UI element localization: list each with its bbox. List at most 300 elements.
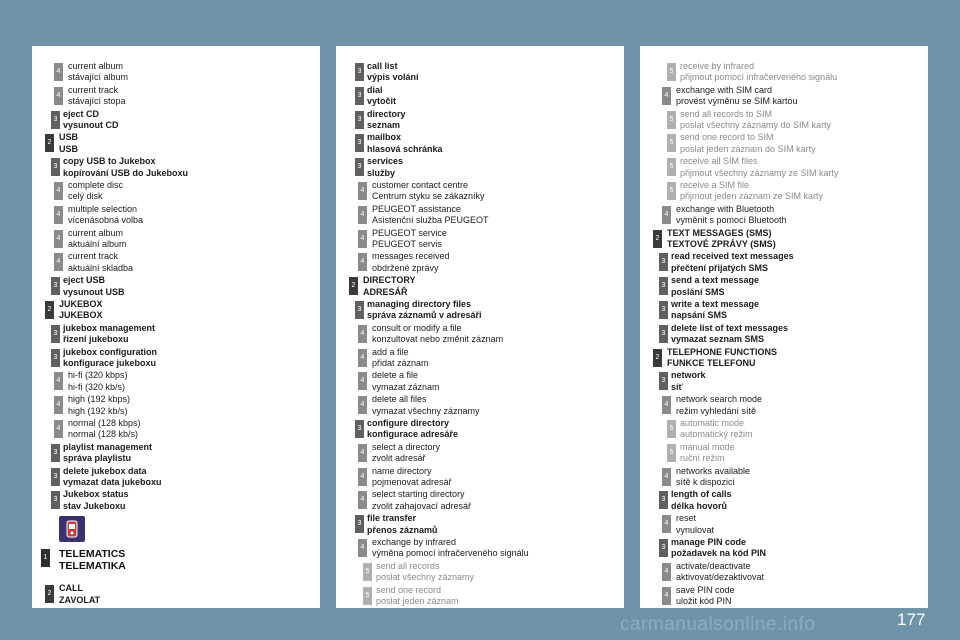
menu-entry	[336, 298, 624, 322]
level-badge: 4	[358, 468, 367, 486]
level-badge: 4	[662, 587, 671, 605]
entry-label-en: exchange by infrared	[372, 536, 457, 547]
entry-label-cz: konfigurace jukeboxu	[63, 357, 157, 368]
level-badge: 3	[659, 277, 668, 295]
menu-entry	[640, 584, 928, 608]
entry-label-cz: vysunout CD	[63, 120, 119, 130]
menu-entry	[32, 417, 320, 441]
entry-text	[63, 347, 157, 370]
entry-text	[671, 370, 706, 393]
entry-text	[68, 204, 143, 227]
level-badge: 4	[358, 539, 367, 557]
menu-entry	[640, 322, 928, 346]
level-badge: 5	[667, 111, 676, 129]
level-badge: 5	[667, 63, 676, 81]
level-badge: 4	[54, 63, 63, 81]
menu-entry	[336, 60, 624, 84]
level-badge: 2	[45, 301, 54, 319]
entry-label-cz: přidat záznam	[372, 357, 429, 368]
menu-entry	[32, 465, 320, 489]
entry-label-cz: high (192 kb/s)	[68, 405, 128, 416]
level-badge: 3	[659, 325, 668, 343]
entry-text	[372, 323, 503, 346]
menu-entry	[336, 560, 624, 584]
level-badge: 3	[51, 111, 60, 129]
level-badge: 3	[355, 63, 364, 81]
entry-label-cz: poslat všechny záznamy do SIM karty	[680, 120, 832, 130]
entry-label-cz: režim vyhledání sítě	[676, 405, 757, 416]
entry-text	[367, 156, 403, 179]
level-badge: 3	[659, 253, 668, 271]
entry-label-en: directory	[367, 108, 406, 119]
entry-label-en: delete list of text messages	[671, 322, 789, 333]
menu-entry	[336, 131, 624, 155]
entry-label-en: JUKEBOX	[59, 298, 103, 309]
level-badge: 4	[54, 182, 63, 200]
menu-entry	[336, 417, 624, 441]
entry-label-en: send all records	[376, 560, 440, 571]
menu-entry	[32, 322, 320, 346]
entry-text	[372, 204, 489, 227]
entry-label-cz: vymazat záznam	[372, 381, 440, 392]
entry-label-cz: vymazat všechny záznamy	[372, 405, 480, 416]
menu-entry	[640, 369, 928, 393]
entry-label-cz: celý disk	[68, 191, 103, 202]
entry-label-cz: poslat jeden záznam do SIM karty	[680, 143, 816, 154]
menu-entry	[336, 584, 624, 608]
menu-column-1	[32, 46, 320, 608]
level-badge: 4	[358, 349, 367, 367]
entry-text	[63, 323, 155, 346]
entry-text	[680, 180, 823, 203]
level-badge: 3	[659, 539, 668, 557]
level-badge: 4	[662, 468, 671, 486]
level-badge: 3	[659, 372, 668, 390]
level-badge: 4	[54, 206, 63, 224]
entry-label-en: dial	[367, 84, 383, 95]
level-badge: 4	[662, 396, 671, 414]
entry-label-cz: zvolit adresář	[372, 453, 426, 464]
level-badge: 3	[355, 87, 364, 105]
entry-text	[59, 583, 100, 606]
entry-label-cz: JUKEBOX	[59, 310, 103, 321]
entry-label-cz: služby	[367, 167, 396, 178]
level-badge: 3	[355, 158, 364, 176]
entry-text	[68, 370, 128, 393]
entry-text	[59, 132, 78, 155]
menu-entry	[336, 179, 624, 203]
level-badge: 3	[51, 491, 60, 509]
entry-text	[676, 585, 735, 608]
menu-entry	[336, 274, 624, 298]
entry-label-cz: přečtení přijatých SMS	[671, 262, 769, 273]
entry-label-en: normal (128 kbps)	[68, 417, 141, 428]
entry-text	[68, 418, 141, 441]
menu-entry	[32, 155, 320, 179]
entry-label-cz: sítě k dispozici	[676, 476, 735, 487]
entry-label-en: network	[671, 370, 706, 381]
level-badge: 2	[45, 134, 54, 152]
menu-entry	[32, 393, 320, 417]
entry-text	[59, 299, 103, 322]
entry-label-en: network search mode	[676, 394, 763, 405]
entry-text	[367, 85, 396, 108]
entry-label-en: networks available	[676, 465, 751, 476]
entry-text	[372, 347, 429, 370]
level-badge: 4	[358, 253, 367, 271]
entry-text	[68, 180, 123, 203]
watermark: carmanualsonline.info	[620, 614, 816, 635]
entry-label-en: delete all files	[372, 394, 427, 405]
entry-label-en: multiple selection	[68, 203, 138, 214]
entry-label-en: read received text messages	[671, 251, 794, 262]
level-badge: 4	[358, 206, 367, 224]
entry-label-en: select a directory	[372, 441, 441, 452]
entry-label-cz: ruční režim	[680, 453, 725, 464]
level-badge: 2	[653, 230, 662, 248]
entry-label-en: receive a SIM file	[680, 179, 750, 190]
entry-text	[372, 537, 529, 560]
entry-text	[676, 513, 714, 536]
menu-entry	[336, 155, 624, 179]
entry-label-cz: vícenásobná volba	[68, 215, 144, 226]
entry-label-cz: stávající album	[68, 72, 129, 83]
entry-label-en: delete jukebox data	[63, 465, 147, 476]
entry-label-cz: kopírování USB do Jukeboxu	[63, 167, 189, 178]
menu-entry	[32, 108, 320, 132]
entry-label-en: current album	[68, 61, 124, 71]
entry-text	[671, 275, 759, 298]
entry-text	[68, 251, 133, 274]
entry-label-en: name directory	[372, 465, 432, 476]
entry-label-en: CALL	[59, 583, 83, 594]
menu-column-2	[336, 46, 624, 608]
level-badge: 3	[51, 444, 60, 462]
entry-label-cz: Centrum styku se zákazníky	[372, 191, 485, 202]
entry-text	[372, 489, 471, 512]
menu-entry	[640, 250, 928, 274]
entry-label-en: receive by infrared	[680, 61, 755, 71]
entry-label-cz: USB	[59, 143, 79, 154]
telematics-phone-icon	[59, 516, 85, 542]
level-badge: 2	[349, 277, 358, 295]
entry-text	[63, 442, 152, 465]
entry-label-en: managing directory files	[367, 298, 472, 309]
entry-label-en: eject CD	[63, 108, 100, 119]
menu-entry	[336, 203, 624, 227]
level-badge: 4	[358, 372, 367, 390]
menu-entry	[32, 369, 320, 393]
menu-entry	[336, 488, 624, 512]
level-badge: 4	[54, 230, 63, 248]
entry-label-en: current track	[68, 251, 119, 262]
entry-label-cz: vytočit	[367, 96, 397, 107]
menu-entry	[336, 393, 624, 417]
menu-entry	[32, 203, 320, 227]
entry-label-en: select starting directory	[372, 489, 465, 500]
entry-label-cz: konfigurace adresáře	[367, 429, 459, 440]
menu-entry	[336, 250, 624, 274]
entry-label-cz: vymazat data jukeboxu	[63, 476, 162, 487]
entry-label-en: send one record to SIM	[680, 132, 774, 143]
entry-label-cz: vymazat seznam SMS	[671, 334, 765, 345]
menu-entry	[32, 250, 320, 274]
menu-entry	[336, 346, 624, 370]
entry-text	[676, 466, 750, 489]
entry-label-en: playlist management	[63, 441, 153, 452]
entry-label-en: add a file	[372, 346, 409, 357]
level-badge: 4	[54, 253, 63, 271]
entry-label-cz: automatický režim	[680, 429, 753, 440]
level-badge: 3	[51, 349, 60, 367]
entry-text	[68, 394, 130, 417]
menu-entry	[336, 536, 624, 560]
entry-label-cz: poslání SMS	[671, 286, 725, 297]
entry-text	[372, 180, 485, 203]
menu-entry	[32, 227, 320, 251]
entry-label-en: length of calls	[671, 489, 732, 500]
entry-text	[671, 489, 732, 512]
menu-entry	[640, 512, 928, 536]
entry-text	[372, 394, 480, 417]
entry-text	[671, 251, 794, 274]
entry-label-cz: ADRESÁŘ	[363, 286, 408, 297]
menu-entry	[640, 465, 928, 489]
level-badge: 4	[358, 325, 367, 343]
level-badge: 5	[667, 420, 676, 438]
menu-entry	[640, 274, 928, 298]
entry-label-en: eject USB	[63, 275, 106, 286]
entry-label-cz: uložit kód PIN	[676, 595, 732, 606]
entry-label-en: delete a file	[372, 370, 419, 381]
entry-label-en: write a text message	[671, 298, 760, 309]
entry-label-cz: TELEMATIKA	[59, 560, 126, 573]
entry-label-cz: požadavek na kód PIN	[671, 548, 767, 559]
entry-text	[63, 489, 129, 512]
entry-label-cz: správa záznamů v adresáři	[367, 310, 482, 321]
entry-text	[68, 61, 128, 84]
entry-label-cz: aktuální album	[68, 238, 127, 249]
entry-text	[367, 132, 443, 155]
entry-text	[676, 394, 762, 417]
level-badge: 3	[51, 158, 60, 176]
entry-label-en: exchange with Bluetooth	[676, 203, 775, 214]
entry-label-en: receive all SIM files	[680, 156, 758, 167]
entry-label-en: mailbox	[367, 132, 402, 143]
entry-text	[59, 548, 126, 572]
entry-label-en: TELEPHONE FUNCTIONS	[667, 346, 778, 357]
level-badge: 3	[51, 468, 60, 486]
level-badge: 3	[51, 277, 60, 295]
level-badge: 4	[662, 206, 671, 224]
entry-label-cz: normal (128 kb/s)	[68, 429, 139, 440]
menu-entry	[32, 546, 320, 582]
level-badge: 4	[358, 444, 367, 462]
entry-label-en: messages received	[372, 251, 450, 262]
entry-label-cz: TEXTOVÉ ZPRÁVY (SMS)	[667, 238, 776, 249]
entry-text	[68, 228, 127, 251]
entry-text	[671, 299, 759, 322]
entry-label-en: DIRECTORY	[363, 275, 416, 286]
menu-entry	[640, 60, 928, 84]
menu-entry	[640, 203, 928, 227]
entry-label-cz: hi-fi (320 kb/s)	[68, 381, 126, 392]
entry-text	[372, 442, 440, 465]
level-badge: 5	[667, 158, 676, 176]
entry-label-en: manual mode	[680, 441, 735, 452]
menu-entry	[32, 582, 320, 606]
entry-label-cz: provést výměnu se SIM kartou	[676, 96, 798, 107]
entry-label-en: exchange with SIM card	[676, 84, 773, 95]
entry-text	[680, 132, 816, 155]
entry-label-cz: pojmenovat adresář	[372, 476, 452, 487]
menu-entry	[32, 441, 320, 465]
entry-label-cz: síť	[671, 381, 683, 392]
menu-entry	[336, 369, 624, 393]
menu-entry	[32, 131, 320, 155]
menu-entry	[32, 298, 320, 322]
level-badge: 3	[355, 515, 364, 533]
entry-label-cz: vynulovat	[676, 524, 715, 535]
entry-text	[667, 228, 776, 251]
entry-label-cz: stávající stopa	[68, 96, 126, 107]
entry-text	[372, 251, 450, 274]
level-badge: 4	[54, 420, 63, 438]
entry-label-en: file transfer	[367, 513, 417, 524]
entry-text	[367, 109, 406, 132]
entry-text	[376, 561, 474, 584]
menu-entry	[336, 227, 624, 251]
entry-label-cz: aktuální skladba	[68, 262, 134, 273]
entry-label-en: hi-fi (320 kbps)	[68, 370, 128, 381]
entry-text	[367, 299, 482, 322]
entry-label-cz: PEUGEOT servis	[372, 238, 442, 249]
menu-entry	[640, 441, 928, 465]
entry-label-cz: zvolit zahajovací adresář	[372, 500, 472, 511]
entry-label-cz: FUNKCE TELEFONU	[667, 357, 756, 368]
entry-label-en: send one record	[376, 584, 442, 595]
entry-text	[367, 61, 419, 84]
entry-text	[680, 418, 753, 441]
entry-label-en: Jukebox status	[63, 489, 129, 500]
level-badge: 3	[659, 491, 668, 509]
menu-entry	[32, 60, 320, 84]
menu-entry	[640, 560, 928, 584]
entry-label-en: jukebox management	[63, 322, 156, 333]
entry-text	[68, 85, 126, 108]
level-badge: 3	[355, 301, 364, 319]
menu-entry	[336, 322, 624, 346]
level-badge: 3	[355, 420, 364, 438]
entry-label-en: current album	[68, 227, 124, 238]
level-badge: 4	[358, 230, 367, 248]
entry-label-en: send a text message	[671, 275, 760, 286]
menu-entry	[32, 488, 320, 512]
level-badge: 2	[653, 349, 662, 367]
entry-label-en: jukebox configuration	[63, 346, 158, 357]
menu-entry	[32, 84, 320, 108]
menu-column-3	[640, 46, 928, 608]
entry-text	[680, 61, 837, 84]
entry-text	[63, 156, 188, 179]
menu-entry	[336, 465, 624, 489]
menu-entry	[336, 84, 624, 108]
entry-label-cz: konzultovat nebo změnit záznam	[372, 334, 504, 345]
entry-label-en: complete disc	[68, 179, 124, 190]
menu-entry	[32, 274, 320, 298]
entry-label-cz: správa playlistu	[63, 453, 132, 464]
entry-text	[372, 370, 440, 393]
level-badge: 5	[363, 563, 372, 581]
entry-text	[676, 85, 798, 108]
entry-label-en: copy USB to Jukebox	[63, 156, 156, 167]
entry-text	[372, 228, 447, 251]
level-badge: 3	[355, 111, 364, 129]
entry-label-en: TELEMATICS	[59, 548, 126, 561]
entry-label-en: save PIN code	[676, 584, 735, 595]
entry-label-cz: přijmout jeden záznam ze SIM karty	[680, 191, 824, 202]
menu-entry	[640, 108, 928, 132]
menu-entry	[640, 298, 928, 322]
entry-label-cz: přenos záznamů	[367, 524, 438, 535]
entry-label-cz: poslat jeden záznam	[376, 595, 459, 606]
entry-label-en: high (192 kbps)	[68, 394, 131, 405]
level-badge: 4	[662, 515, 671, 533]
level-badge: 5	[667, 444, 676, 462]
entry-label-cz: poslat všechny záznamy	[376, 572, 475, 583]
menu-entry	[640, 84, 928, 108]
entry-label-en: current track	[68, 84, 119, 95]
entry-text	[667, 347, 777, 370]
entry-label-cz: vysunout USB	[63, 286, 125, 297]
menu-entry	[32, 346, 320, 370]
entry-label-en: consult or modify a file	[372, 322, 462, 333]
entry-label-en: reset	[676, 513, 697, 524]
entry-text	[63, 275, 125, 298]
page-number: 177	[897, 610, 926, 629]
entry-text	[676, 204, 787, 227]
entry-label-en: USB	[59, 132, 79, 143]
entry-label-en: TEXT MESSAGES (SMS)	[667, 227, 772, 238]
entry-label-en: send all records to SIM	[680, 108, 773, 119]
entry-text	[63, 109, 119, 132]
entry-label-cz: napsání SMS	[671, 310, 728, 321]
entry-label-en: PEUGEOT service	[372, 227, 447, 238]
entry-label-cz: výměna pomocí infračerveného signálu	[372, 548, 529, 559]
level-badge: 1	[41, 549, 50, 567]
menu-entry	[640, 155, 928, 179]
level-badge: 4	[358, 491, 367, 509]
level-badge: 5	[363, 587, 372, 605]
entry-label-cz: aktivovat/dezaktivovat	[676, 572, 765, 583]
telematics-icon-row	[32, 516, 320, 546]
entry-label-cz: řízení jukeboxu	[63, 334, 129, 345]
level-badge: 4	[54, 87, 63, 105]
entry-label-cz: délka hovorů	[671, 500, 728, 511]
entry-label-cz: přijmout všechny záznamy ze SIM karty	[680, 167, 839, 178]
entry-label-cz: obdržené zprávy	[372, 262, 439, 273]
entry-label-cz: hlasová schránka	[367, 143, 443, 154]
entry-label-cz: seznam	[367, 120, 401, 130]
level-badge: 4	[662, 563, 671, 581]
entry-text	[367, 418, 458, 441]
menu-entry	[336, 512, 624, 536]
entry-label-cz: výpis volání	[367, 72, 419, 83]
entry-label-cz: přijmout pomocí infračerveného signálu	[680, 72, 838, 83]
menu-entry	[640, 393, 928, 417]
entry-text	[376, 585, 459, 608]
entry-text	[680, 442, 735, 465]
